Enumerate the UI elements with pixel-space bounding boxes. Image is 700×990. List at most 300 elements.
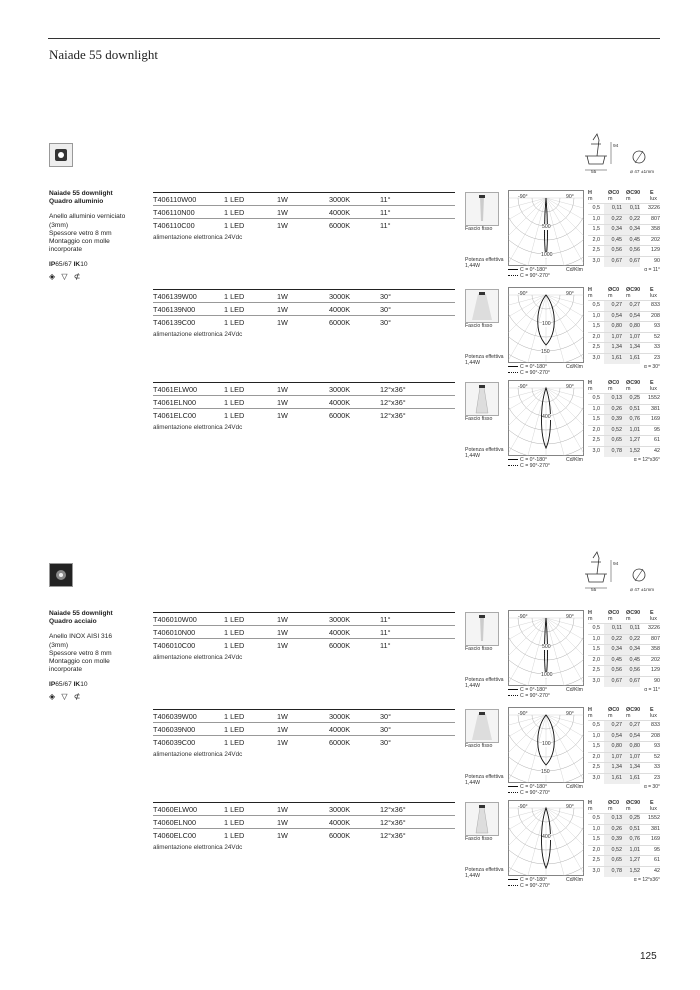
beam-angle: 11° xyxy=(380,641,391,650)
product-row xyxy=(153,408,455,422)
polar-left-label: -90° xyxy=(518,614,528,620)
photometry-row xyxy=(588,342,660,353)
effective-power-value: 1,44W xyxy=(465,360,480,366)
photometry-c0: 0,78 xyxy=(604,447,622,457)
legend-c90: C = 90°-270° xyxy=(520,273,550,279)
photometry-c0: 0,39 xyxy=(604,835,622,845)
photometry-header xyxy=(588,800,660,813)
led-count: 1 LED xyxy=(224,305,245,314)
beam-type-label: Fascio fisso xyxy=(465,646,493,652)
beam-angle: 12°x36° xyxy=(380,411,406,420)
led-count: 1 LED xyxy=(224,738,245,747)
description-line: incorporate xyxy=(49,666,82,674)
product-name: Naiade 55 downlight xyxy=(49,190,113,197)
effective-power-label: Potenza effettiva xyxy=(465,774,504,780)
header-c0: ØC0 xyxy=(608,800,620,806)
photometry-h: 1,5 xyxy=(592,743,600,750)
power: 1W xyxy=(277,641,288,650)
width-dimension-label: 55 xyxy=(591,170,597,175)
photometry-c90: 1,34 xyxy=(622,343,640,353)
product-code: T406110C00 xyxy=(153,221,195,230)
header-c90: ØC90 xyxy=(626,707,641,713)
product-row xyxy=(153,625,455,639)
photometry-row xyxy=(588,845,660,856)
protection-rating xyxy=(49,261,154,269)
header-h-unit: m xyxy=(588,713,593,719)
color-temperature: 3000K xyxy=(329,615,351,624)
photometry-h: 1,0 xyxy=(592,405,600,412)
power-supply-note: alimentazione elettronica 24Vdc xyxy=(153,751,243,758)
description-line: Montaggio con molle xyxy=(49,238,110,246)
product-description xyxy=(49,190,154,281)
photometry-row xyxy=(588,665,660,676)
photometry-row xyxy=(588,731,660,742)
photometry-e: 33 xyxy=(654,344,660,351)
photometry-h: 0,5 xyxy=(592,625,600,631)
effective-power-label: Potenza effettiva xyxy=(465,354,504,360)
beam-angle: 12°x36° xyxy=(380,831,406,840)
beam-alpha: α = 11° xyxy=(644,266,660,273)
polar-right-label: 90° xyxy=(566,711,574,717)
photometry-c0: 0,34 xyxy=(604,225,622,235)
photometry-e: 52 xyxy=(654,333,660,340)
beam-pattern-image xyxy=(465,289,499,323)
photometry-h: 0,5 xyxy=(592,205,600,211)
photometry-c90: 0,45 xyxy=(622,236,640,246)
photometry-row xyxy=(588,866,660,877)
power: 1W xyxy=(277,398,288,407)
photometry-row xyxy=(588,214,660,225)
photometry-e: 95 xyxy=(654,846,660,853)
photometry-table xyxy=(588,707,660,790)
photometry-c0: 0,78 xyxy=(604,867,622,877)
description-line: Anello alluminio verniciato xyxy=(49,213,126,221)
photometry-e: 93 xyxy=(654,323,660,330)
photometry-table xyxy=(588,380,660,463)
photometry-e: 208 xyxy=(651,312,660,319)
power-supply-note: alimentazione elettronica 24Vdc xyxy=(153,844,243,851)
legend-c0: C = 0°-180° xyxy=(520,457,548,463)
beam-alpha: α = 12°x36° xyxy=(633,876,660,883)
header-c0-unit: m xyxy=(608,806,613,812)
photometry-c90: 1,07 xyxy=(622,333,640,343)
photometry-e: 61 xyxy=(654,857,660,864)
color-temperature: 3000K xyxy=(329,385,351,394)
header-h-unit: m xyxy=(588,293,593,299)
led-count: 1 LED xyxy=(224,805,245,814)
product-code: T4060ELW00 xyxy=(153,805,198,814)
product-code: T406110W00 xyxy=(153,195,197,204)
photometry-c90: 1,27 xyxy=(622,856,640,866)
header-c0-unit: m xyxy=(608,293,613,299)
beam-angle: 12°x36° xyxy=(380,818,406,827)
legend-c0: C = 0°-180° xyxy=(520,267,548,273)
legend-unit: Cd/Klm xyxy=(566,877,584,883)
effective-power-label: Potenza effettiva xyxy=(465,867,504,873)
power-supply-note: alimentazione elettronica 24Vdc xyxy=(153,234,243,241)
header-c0: ØC0 xyxy=(608,380,620,386)
photometry-h: 2,0 xyxy=(592,846,600,853)
photometry-h: 2,0 xyxy=(592,656,600,663)
product-code: T4060ELN00 xyxy=(153,818,197,827)
photometry-row xyxy=(588,752,660,763)
header-c90-unit: m xyxy=(626,386,631,392)
product-name: Naiade 55 downlight xyxy=(49,610,113,617)
photometry-c0: 0,39 xyxy=(604,415,622,425)
photometry-row xyxy=(588,741,660,752)
power-supply-note: alimentazione elettronica 24Vdc xyxy=(153,424,243,431)
photometry-c90: 0,22 xyxy=(622,215,640,225)
certification-icons: ◈ ▽ ⊄ xyxy=(49,271,83,281)
beam-pattern-image xyxy=(465,192,499,226)
photometry-e: 33 xyxy=(654,764,660,771)
photometry-c90: 0,54 xyxy=(622,732,640,742)
beam-alpha: α = 11° xyxy=(644,686,660,693)
polar-legend xyxy=(508,457,588,469)
color-temperature: 4000K xyxy=(329,818,351,827)
power: 1W xyxy=(277,292,288,301)
photometry-h: 2,5 xyxy=(592,437,600,444)
header-c0: ØC0 xyxy=(608,610,620,616)
color-temperature: 3000K xyxy=(329,195,351,204)
header-e-unit: lux xyxy=(650,293,657,299)
width-dimension-label: 55 xyxy=(591,588,597,593)
polar-diagram xyxy=(508,380,584,456)
photometry-c90: 0,22 xyxy=(622,635,640,645)
photometry-row xyxy=(588,353,660,364)
photometry-row xyxy=(588,634,660,645)
legend-unit: Cd/Klm xyxy=(566,364,584,370)
polar-left-label: -90° xyxy=(518,384,528,390)
polar-left-label: -90° xyxy=(518,804,528,810)
photometry-e: 42 xyxy=(654,447,660,454)
photometry-row xyxy=(588,256,660,267)
polar-legend xyxy=(508,784,588,796)
photometry-c90: 1,52 xyxy=(622,867,640,877)
description-line: Spessore vetro 8 mm xyxy=(49,229,112,237)
product-row xyxy=(153,815,455,829)
led-count: 1 LED xyxy=(224,615,245,624)
beam-angle: 12°x36° xyxy=(380,805,406,814)
power: 1W xyxy=(277,195,288,204)
color-temperature: 6000K xyxy=(329,738,351,747)
photometry-e: 61 xyxy=(654,437,660,444)
product-code: T406039N00 xyxy=(153,725,196,734)
product-code: T4061ELW00 xyxy=(153,385,198,394)
polar-diagram xyxy=(508,800,584,876)
legend-unit: Cd/Klm xyxy=(566,784,584,790)
product-code: T4060ELC00 xyxy=(153,831,197,840)
photometry-c0: 0,54 xyxy=(604,312,622,322)
photometry-h: 0,5 xyxy=(592,395,600,401)
photometry-h: 3,0 xyxy=(592,677,600,684)
ip-value: 65/67 xyxy=(55,681,72,689)
photometry-h: 1,5 xyxy=(592,226,600,233)
polar-left-label: -90° xyxy=(518,291,528,297)
ip-value: 65/67 xyxy=(55,261,72,269)
power: 1W xyxy=(277,628,288,637)
header-c90: ØC90 xyxy=(626,190,641,196)
product-code: T406010C00 xyxy=(153,641,196,650)
polar-legend xyxy=(508,364,588,376)
ip-prefix: IP xyxy=(49,681,56,689)
polar-legend xyxy=(508,267,588,279)
photometry-row xyxy=(588,393,660,404)
legend-c90: C = 90°-270° xyxy=(520,463,550,469)
photometry-h: 1,5 xyxy=(592,323,600,330)
photometry-e: 381 xyxy=(651,405,660,412)
photometry-h: 2,0 xyxy=(592,753,600,760)
polar-diagram xyxy=(508,610,584,686)
photometry-e: 95 xyxy=(654,426,660,433)
description-line: Anello INOX AISI 316 xyxy=(49,633,113,641)
product-code: T4061ELC00 xyxy=(153,411,197,420)
beam-angle: 12°x36° xyxy=(380,385,406,394)
photometry-table xyxy=(588,610,660,693)
beam-alpha: α = 30° xyxy=(643,363,660,370)
header-c0: ØC0 xyxy=(608,707,620,713)
beam-pattern-image xyxy=(465,802,499,836)
photometry-row xyxy=(588,813,660,824)
product-code: T406110N00 xyxy=(153,208,195,217)
photometry-c0: 0,22 xyxy=(604,635,622,645)
header-c90-unit: m xyxy=(626,806,631,812)
photometry-e: 52 xyxy=(654,753,660,760)
power: 1W xyxy=(277,738,288,747)
polar-radius-label: 500 xyxy=(542,224,551,230)
product-code: T406039C00 xyxy=(153,738,196,747)
legend-unit: Cd/Klm xyxy=(566,267,584,273)
photometry-table xyxy=(588,287,660,370)
photometry-row xyxy=(588,824,660,835)
product-description xyxy=(49,610,154,701)
top-rule xyxy=(48,38,660,39)
power: 1W xyxy=(277,411,288,420)
photometry-row xyxy=(588,855,660,866)
beam-type-label: Fascio fisso xyxy=(465,416,493,422)
photometry-header xyxy=(588,380,660,393)
height-dimension-label: 94 xyxy=(613,562,619,567)
photometry-e: 3226 xyxy=(648,205,660,211)
product-row xyxy=(153,735,455,749)
beam-angle: 30° xyxy=(380,712,392,721)
effective-power-value: 1,44W xyxy=(465,780,480,786)
photometry-h: 3,0 xyxy=(592,354,600,361)
photometry-e: 807 xyxy=(651,215,660,222)
color-temperature: 3000K xyxy=(329,292,351,301)
header-c0-unit: m xyxy=(608,196,613,202)
photometry-h: 1,0 xyxy=(592,732,600,739)
photometry-h: 2,0 xyxy=(592,236,600,243)
led-count: 1 LED xyxy=(224,292,245,301)
photometry-e: 90 xyxy=(654,257,660,264)
power: 1W xyxy=(277,725,288,734)
ik-value: 10 xyxy=(80,261,88,269)
color-temperature: 4000K xyxy=(329,305,351,314)
product-row xyxy=(153,205,455,219)
photometry-h: 0,5 xyxy=(592,302,600,308)
photometry-c0: 0,67 xyxy=(604,677,622,687)
led-count: 1 LED xyxy=(224,411,245,420)
description-line: (3mm) xyxy=(49,221,69,229)
polar-left-label: -90° xyxy=(518,711,528,717)
header-h: H xyxy=(588,380,592,386)
photometry-e: 42 xyxy=(654,867,660,874)
color-temperature: 6000K xyxy=(329,831,351,840)
product-code: T406010W00 xyxy=(153,615,197,624)
led-count: 1 LED xyxy=(224,818,245,827)
beam-pattern-image xyxy=(465,382,499,416)
header-e: E xyxy=(650,610,654,616)
led-count: 1 LED xyxy=(224,831,245,840)
photometry-c90: 1,61 xyxy=(622,774,640,784)
color-temperature: 3000K xyxy=(329,805,351,814)
photometry-c90: 0,51 xyxy=(622,405,640,415)
photometry-h: 0,5 xyxy=(592,722,600,728)
photometry-c0: 1,34 xyxy=(604,343,622,353)
photometry-e: 169 xyxy=(651,416,660,423)
header-e-unit: lux xyxy=(650,806,657,812)
photometry-c90: 1,01 xyxy=(622,426,640,436)
power-supply-note: alimentazione elettronica 24Vdc xyxy=(153,654,243,661)
header-c0-unit: m xyxy=(608,616,613,622)
product-row xyxy=(153,709,455,723)
photometry-row xyxy=(588,773,660,784)
header-h-unit: m xyxy=(588,616,593,622)
power: 1W xyxy=(277,615,288,624)
polar-legend xyxy=(508,687,588,699)
photometry-c90: 0,67 xyxy=(622,257,640,267)
photometry-h: 3,0 xyxy=(592,257,600,264)
effective-power-value: 1,44W xyxy=(465,873,480,879)
photometry-c90: 0,80 xyxy=(622,322,640,332)
polar-left-label: -90° xyxy=(518,194,528,200)
header-h: H xyxy=(588,610,592,616)
led-count: 1 LED xyxy=(224,195,245,204)
photometry-row xyxy=(588,300,660,311)
power: 1W xyxy=(277,221,288,230)
polar-radius-label: 400 xyxy=(542,414,551,420)
photometry-e: 3226 xyxy=(648,625,660,631)
power: 1W xyxy=(277,208,288,217)
header-h: H xyxy=(588,800,592,806)
product-row xyxy=(153,828,455,842)
beam-angle: 30° xyxy=(380,725,392,734)
legend-unit: Cd/Klm xyxy=(566,687,584,693)
product-code: T4061ELN00 xyxy=(153,398,197,407)
beam-angle: 11° xyxy=(380,208,391,217)
photometry-row xyxy=(588,762,660,773)
photometry-h: 3,0 xyxy=(592,867,600,874)
photometry-e: 208 xyxy=(651,732,660,739)
header-e-unit: lux xyxy=(650,616,657,622)
photometry-e: 23 xyxy=(654,774,660,781)
product-row xyxy=(153,218,455,232)
power: 1W xyxy=(277,305,288,314)
header-c0-unit: m xyxy=(608,386,613,392)
photometry-row xyxy=(588,446,660,457)
polar-right-label: 90° xyxy=(566,194,574,200)
photometry-c90: 0,67 xyxy=(622,677,640,687)
photometry-c90: 0,76 xyxy=(622,835,640,845)
power: 1W xyxy=(277,831,288,840)
page-title: Naiade 55 downlight xyxy=(49,47,159,62)
photometry-c90: 0,34 xyxy=(622,645,640,655)
header-c0: ØC0 xyxy=(608,287,620,293)
description-line: Spessore vetro 8 mm xyxy=(49,649,112,657)
photometry-c0: 0,27 xyxy=(604,301,622,311)
photometry-row xyxy=(588,203,660,214)
photometry-header xyxy=(588,190,660,203)
photometry-e: 129 xyxy=(651,247,660,254)
polar-radius-label: 100 xyxy=(542,321,551,327)
photometry-h: 3,0 xyxy=(592,447,600,454)
product-code: T406139N00 xyxy=(153,305,196,314)
beam-type-label: Fascio fisso xyxy=(465,836,493,842)
photometry-row xyxy=(588,623,660,634)
beam-angle: 11° xyxy=(380,221,391,230)
legend-c0: C = 0°-180° xyxy=(520,784,548,790)
product-row xyxy=(153,382,455,396)
polar-radius-label: 1000 xyxy=(541,252,553,258)
photometry-c90: 1,27 xyxy=(622,436,640,446)
legend-c90: C = 90°-270° xyxy=(520,883,550,889)
product-row xyxy=(153,315,455,329)
beam-angle: 30° xyxy=(380,305,392,314)
photometry-table xyxy=(588,800,660,883)
photometry-row xyxy=(588,311,660,322)
beam-type-label: Fascio fisso xyxy=(465,323,493,329)
certification-icons: ◈ ▽ ⊄ xyxy=(49,691,83,701)
beam-angle: 11° xyxy=(380,615,391,624)
photometry-c0: 0,45 xyxy=(604,656,622,666)
photometry-c0: 0,27 xyxy=(604,721,622,731)
effective-power-value: 1,44W xyxy=(465,683,480,689)
photometry-c90: 1,01 xyxy=(622,846,640,856)
polar-right-label: 90° xyxy=(566,384,574,390)
led-count: 1 LED xyxy=(224,221,245,230)
header-c90-unit: m xyxy=(626,616,631,622)
photometry-c0: 0,26 xyxy=(604,825,622,835)
description-line: Montaggio con molle xyxy=(49,658,110,666)
ik-value: 10 xyxy=(80,681,88,689)
photometry-c0: 0,52 xyxy=(604,846,622,856)
header-h: H xyxy=(588,707,592,713)
photometry-row xyxy=(588,404,660,415)
header-h-unit: m xyxy=(588,806,593,812)
polar-radius-label: 400 xyxy=(542,834,551,840)
legend-c0: C = 0°-180° xyxy=(520,687,548,693)
photometry-e: 807 xyxy=(651,635,660,642)
photometry-c0: 1,07 xyxy=(604,753,622,763)
photometry-row xyxy=(588,245,660,256)
header-e: E xyxy=(650,800,654,806)
header-e-unit: lux xyxy=(650,713,657,719)
header-c90-unit: m xyxy=(626,713,631,719)
photometry-header xyxy=(588,287,660,300)
header-c90: ØC90 xyxy=(626,380,641,386)
photometry-h: 1,5 xyxy=(592,836,600,843)
photometry-c0: 0,80 xyxy=(604,742,622,752)
product-code: T406039W00 xyxy=(153,712,197,721)
photometry-c0: 1,34 xyxy=(604,763,622,773)
photometry-e: 1552 xyxy=(648,815,660,821)
ik-prefix: IK xyxy=(73,681,81,689)
page-number: 125 xyxy=(640,951,657,962)
photometry-h: 1,0 xyxy=(592,635,600,642)
power: 1W xyxy=(277,805,288,814)
photometry-c90: 0,34 xyxy=(622,225,640,235)
